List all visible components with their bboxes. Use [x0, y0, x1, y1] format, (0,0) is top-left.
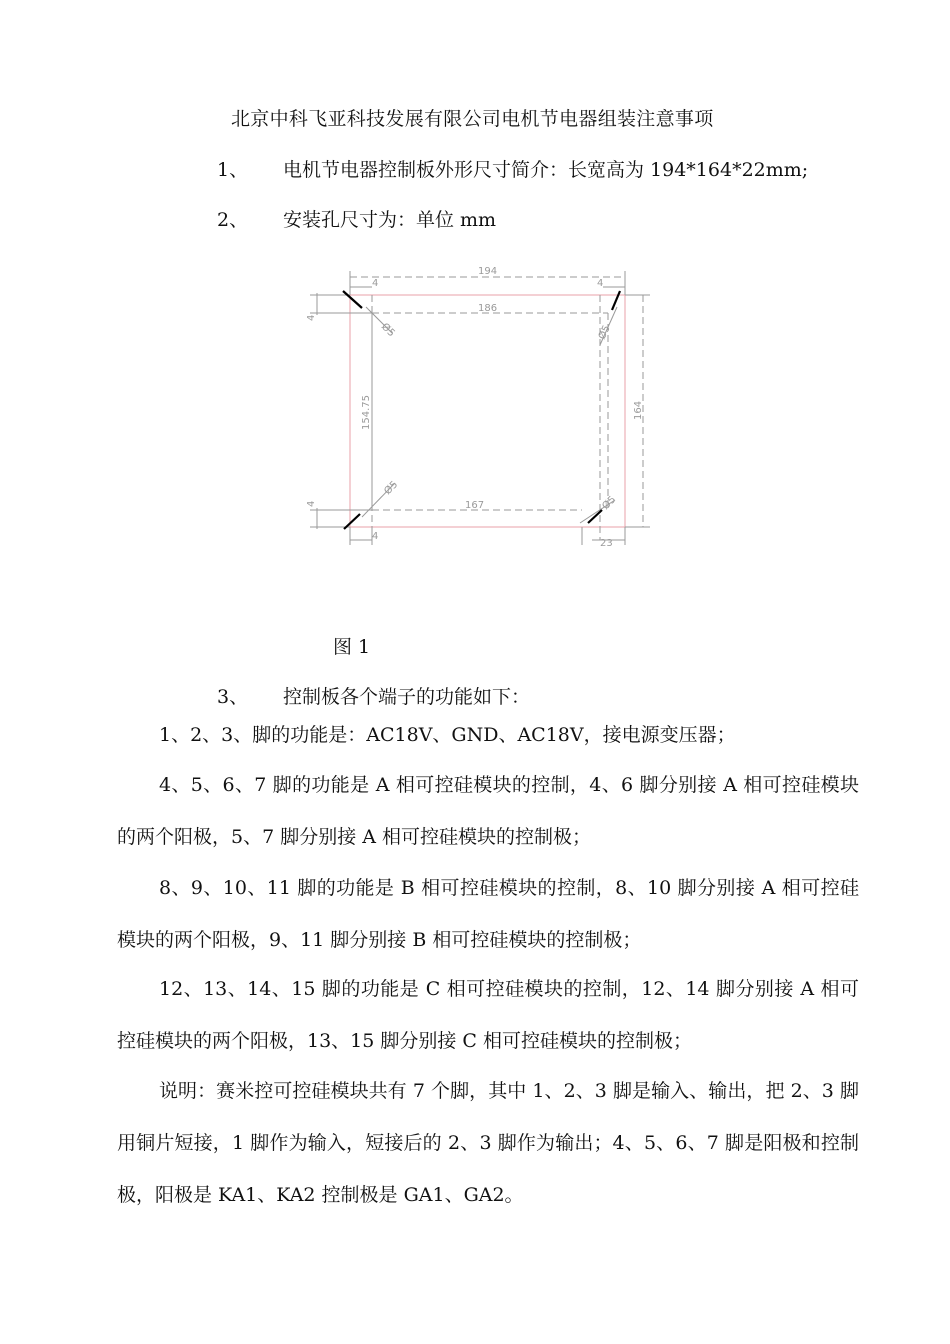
item-text-1: 电机节电器控制板外形尺寸简介：长宽高为 194*164*22mm;	[283, 159, 809, 181]
paragraph-pins-4-7: 4、5、6、7 脚的功能是 A 相可控硅模块的控制，4、6 脚分别接 A 相可控硅模块的两个阳极，5、7 脚分别接 A 相可控硅模块的控制极；	[117, 774, 859, 848]
dim-offset-left-bottom-label: 4	[306, 500, 317, 507]
hole-br-label: Ø5	[600, 494, 619, 513]
dim-height-label: 164	[633, 400, 644, 420]
hole-bl-label: Ø5	[382, 479, 401, 498]
dim-bottom-width-label: 167	[465, 500, 485, 511]
dim-bottom-right-label: 23	[600, 538, 613, 549]
item-number-2: 2、	[217, 209, 249, 231]
hole-tl-label: Ø5	[378, 321, 397, 340]
dim-offset-top-left-label: 4	[372, 278, 379, 289]
paragraph-pins-8-11: 8、9、10、11 脚的功能是 B 相可控硅模块的控制，8、10 脚分别接 A 相可控硅模块的两个阳极，9、11 脚分别接 B 相可控硅模块的控制极；	[117, 877, 859, 951]
mounting-hole-drawing	[0, 255, 950, 575]
dim-inner-height-label: 154.75	[361, 395, 372, 430]
dim-width-label: 194	[478, 266, 498, 277]
paragraph-note: 说明：赛米控可控硅模块共有 7 个脚，其中 1、2、3 脚是输入、输出，把 2、3 脚用铜片短接，1 脚作为输入，短接后的 2、3 脚作为输出；4、5、6、7 脚是阳极和控制极，阳极是 KA1、KA2 控制极是 GA1、GA2。	[117, 1080, 859, 1206]
paragraph-pins-1-3: 1、2、3、脚的功能是：AC18V、GND、AC18V，接电源变压器；	[159, 724, 736, 746]
item-text-3: 控制板各个端子的功能如下：	[283, 686, 531, 708]
item-number-1: 1、	[217, 159, 249, 181]
item-text-2: 安装孔尺寸为：单位 mm	[283, 209, 497, 231]
hole-marker-tr	[612, 291, 620, 310]
dim-inner-width-label: 186	[478, 303, 498, 314]
hole-tr-label: Ø5	[596, 323, 613, 342]
document-title: 北京中科飞亚科技发展有限公司电机节电器组装注意事项	[231, 108, 714, 130]
paragraph-pins-12-15: 12、13、14、15 脚的功能是 C 相可控硅模块的控制，12、14 脚分别接 A 相可控硅模块的两个阳极，13、15 脚分别接 C 相可控硅模块的控制极；	[117, 978, 859, 1052]
dim-offset-left-top-label: 4	[306, 314, 317, 321]
dim-offset-top-right-label: 4	[597, 278, 604, 289]
figure-caption: 图 1	[333, 636, 371, 658]
item-number-3: 3、	[217, 686, 249, 708]
hole-marker-tl	[343, 291, 362, 308]
dim-offset-bottom-left-label: 4	[372, 531, 379, 542]
